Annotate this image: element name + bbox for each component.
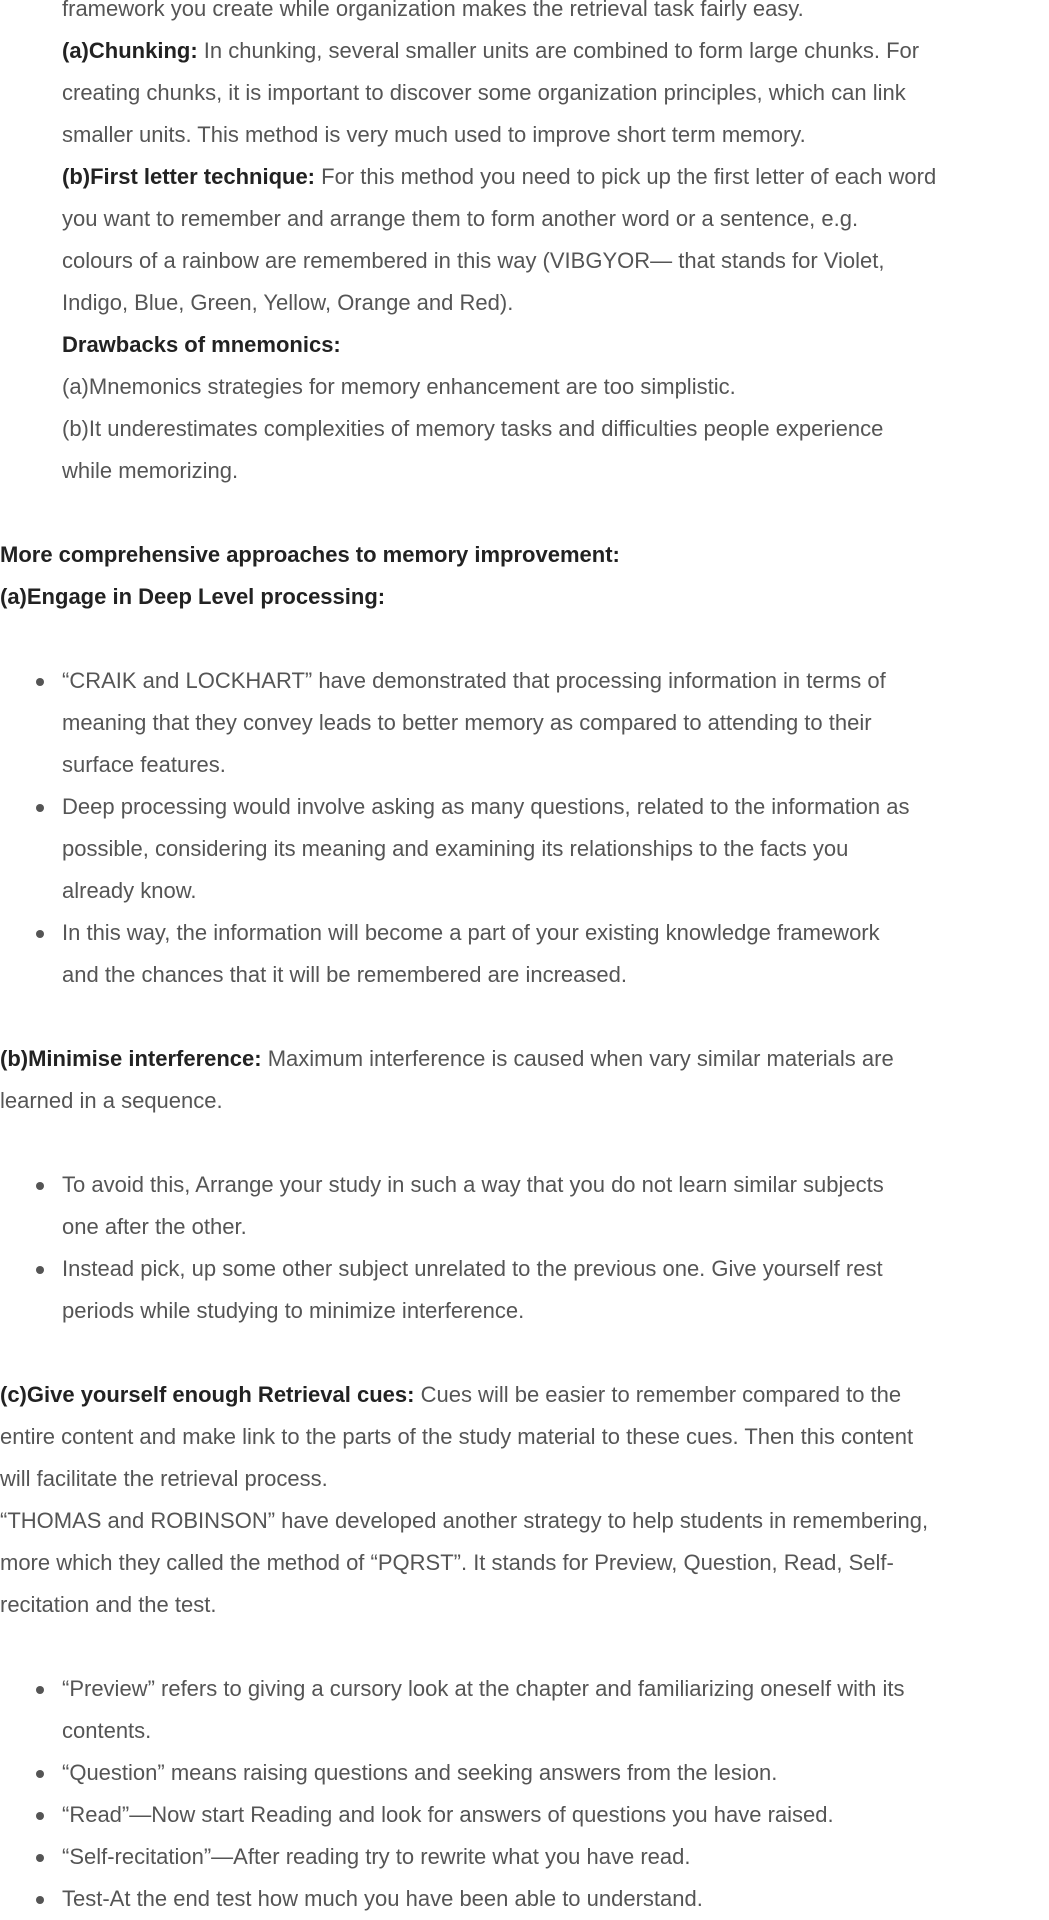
- approaches-heading: More comprehensive approaches to memory improvement:: [0, 542, 620, 567]
- list-item-line: “Self-recitation”—After reading try to rewrite what you have read.: [62, 1844, 691, 1869]
- list-item: [0, 786, 1049, 912]
- list-item: [0, 1836, 1049, 1878]
- drawbacks-line-2: (b)It underestimates complexities of memory tasks and difficulties people experience: [62, 416, 884, 441]
- spacer: [0, 996, 1049, 1038]
- chunking-line-1: [62, 30, 1049, 72]
- list-item: [0, 1248, 1049, 1332]
- list-item-line: already know.: [62, 878, 197, 903]
- chunking-label: (a)Chunking:: [62, 38, 198, 63]
- interference-line-1: [0, 1038, 1049, 1080]
- list-item: [0, 1668, 1049, 1752]
- interference-text-1: Maximum interference is caused when vary similar materials are: [261, 1046, 894, 1071]
- first-letter-label: (b)First letter technique:: [62, 164, 316, 189]
- deep-processing-list: [0, 660, 1049, 996]
- chunking-line-3: smaller units. This method is very much used to improve short term memory.: [62, 122, 806, 147]
- list-item-line: “Question” means raising questions and seeking answers from the lesion.: [62, 1760, 778, 1785]
- cues-line-6: recitation and the test.: [0, 1592, 217, 1617]
- list-item: [0, 1752, 1049, 1794]
- list-item-line: periods while studying to minimize interference.: [62, 1298, 525, 1323]
- list-item-line: surface features.: [62, 752, 226, 777]
- list-item: [0, 912, 1049, 996]
- cues-line-3: will facilitate the retrieval process.: [0, 1466, 328, 1491]
- list-item-line: possible, considering its meaning and examining its relationships to the facts you: [62, 836, 849, 861]
- cues-text-1: Cues will be easier to remember compared to the: [414, 1382, 902, 1407]
- list-item-line: Instead pick, up some other subject unrelated to the previous one. Give yourself rest: [62, 1256, 883, 1281]
- cues-line-5: more which they called the method of “PQRST”. It stands for Preview, Question, Read, Self-: [0, 1550, 894, 1575]
- pqrst-list: [0, 1668, 1049, 1920]
- list-item-line: “CRAIK and LOCKHART” have demonstrated that processing information in terms of: [62, 668, 886, 693]
- first-letter-text-1: For this method you need to pick up the first letter of each word: [315, 164, 937, 189]
- list-item-line: In this way, the information will become a part of your existing knowledge framework: [62, 920, 880, 945]
- list-item-line: Test-At the end test how much you have been able to understand.: [62, 1886, 703, 1911]
- chunking-line-2: creating chunks, it is important to discover some organization principles, which can link: [62, 80, 906, 105]
- spacer: [0, 618, 1049, 660]
- cues-line-4: “THOMAS and ROBINSON” have developed another strategy to help students in remembering,: [0, 1508, 929, 1533]
- list-item: [0, 1878, 1049, 1920]
- drawbacks-heading: Drawbacks of mnemonics:: [62, 332, 341, 357]
- spacer: [0, 1626, 1049, 1668]
- mnemonics-section: [0, 0, 1049, 492]
- cues-line-2: entire content and make link to the parts of the study material to these cues. Then this content: [0, 1424, 914, 1449]
- drawbacks-line-3: while memorizing.: [62, 458, 239, 483]
- chunking-text-1: In chunking, several smaller units are combined to form large chunks. For: [197, 38, 920, 63]
- list-item: [0, 660, 1049, 786]
- interference-line-2: learned in a sequence.: [0, 1088, 223, 1113]
- list-item: [0, 1794, 1049, 1836]
- list-item-line: “Preview” refers to giving a cursory look at the chapter and familiarizing oneself with its: [62, 1676, 905, 1701]
- list-item-line: contents.: [62, 1718, 152, 1743]
- spacer: [0, 1122, 1049, 1164]
- list-item-line: meaning that they convey leads to better memory as compared to attending to their: [62, 710, 872, 735]
- cues-label: (c)Give yourself enough Retrieval cues:: [0, 1382, 415, 1407]
- deep-processing-heading: (a)Engage in Deep Level processing:: [0, 584, 386, 609]
- first-letter-line-3: colours of a rainbow are remembered in this way (VIBGYOR— that stands for Violet,: [62, 248, 885, 273]
- list-item-line: To avoid this, Arrange your study in such a way that you do not learn similar subjects: [62, 1172, 884, 1197]
- first-letter-line-4: Indigo, Blue, Green, Yellow, Orange and Red).: [62, 290, 514, 315]
- list-item-line: and the chances that it will be remembered are increased.: [62, 962, 627, 987]
- cues-line-1: [0, 1374, 1049, 1416]
- list-item-line: one after the other.: [62, 1214, 247, 1239]
- list-item-line: “Read”—Now start Reading and look for answers of questions you have raised.: [62, 1802, 834, 1827]
- list-item: [0, 1164, 1049, 1248]
- spacer: [0, 1332, 1049, 1374]
- drawbacks-line-1: (a)Mnemonics strategies for memory enhancement are too simplistic.: [62, 374, 736, 399]
- first-letter-line-1: [62, 156, 1049, 198]
- interference-label: (b)Minimise interference:: [0, 1046, 262, 1071]
- intro-tail-text: framework you create while organization makes the retrieval task fairly easy.: [62, 0, 804, 21]
- list-item-line: Deep processing would involve asking as many questions, related to the information as: [62, 794, 910, 819]
- interference-list: [0, 1164, 1049, 1332]
- first-letter-line-2: you want to remember and arrange them to form another word or a sentence, e.g.: [62, 206, 859, 231]
- spacer: [0, 492, 1049, 534]
